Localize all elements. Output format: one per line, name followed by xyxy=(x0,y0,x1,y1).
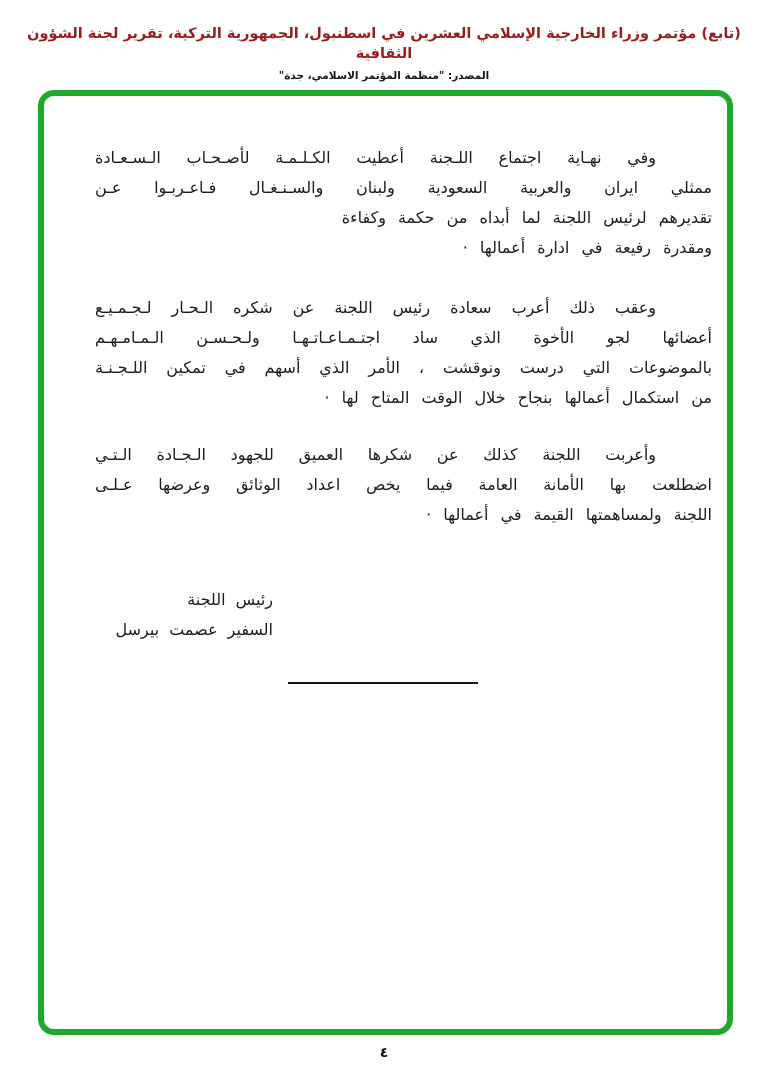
text-line: وفي نهـاية اجتماع اللـجنة أعطيت الكـلـمـة لأصـحـاب الـسـعـادة xyxy=(95,148,656,167)
header-title: (تابع) مؤتمر وزراء الخارجية الإسلامي العشرين في اسطنبول، الجمهورية التركية، تقرير لجنة الشؤون الثقافية xyxy=(27,26,741,62)
text-line: اضطلعت بها الأمانة العامة فيما يخص اعداد الوثائق وعرضها عـلـى xyxy=(95,475,712,494)
paragraph xyxy=(95,440,712,530)
paragraph xyxy=(95,293,712,413)
page-number: ٤ xyxy=(379,1045,389,1061)
page-header xyxy=(0,24,768,83)
signature-name: السفير عصمت بيرسل xyxy=(115,620,273,639)
text-line: تقديرهم لرئيس اللجنة لما أبداه من حكمة وكفاءة xyxy=(341,208,712,227)
text-line: ومقدرة رفيعة في ادارة أعمالها · xyxy=(462,238,712,257)
text-line: وعقب ذلك أعرب سعادة رئيس اللجنة عن شكره الـحـار لـجـمـيـع xyxy=(95,298,656,317)
text-line: اللجنة ولمساهمتها القيمة في أعمالها · xyxy=(426,505,712,524)
text-line: بالموضوعات التي درست ونوقشت ، الأمر الذي أسهم في تمكين اللـجـنـة xyxy=(95,358,712,377)
text-line: أعضائها لجو الأخوة الذي ساد اجتـمـاعـاتـهـا ولـحـسـن الـمـامـهـم xyxy=(95,328,712,347)
signature-title: رئيس اللجنة xyxy=(187,590,273,609)
text-line: من استكمال أعمالها بنجاح خلال الوقت المتاح لها · xyxy=(324,388,712,407)
paragraph xyxy=(95,143,712,263)
signature-block xyxy=(105,585,273,645)
header-source-line: المصدر: "منظمة المؤتمر الاسلامي، جدة" xyxy=(278,70,490,82)
text-line: ممثلي ايران والعربية السعودية ولبنان والسـنـغـال فـاعـربـوا عـن xyxy=(95,178,712,197)
text-line: وأعربت اللجنة كذلك عن شكرها العميق للجهود الـجـادة الـتـي xyxy=(95,445,656,464)
signature-rule xyxy=(288,682,478,684)
